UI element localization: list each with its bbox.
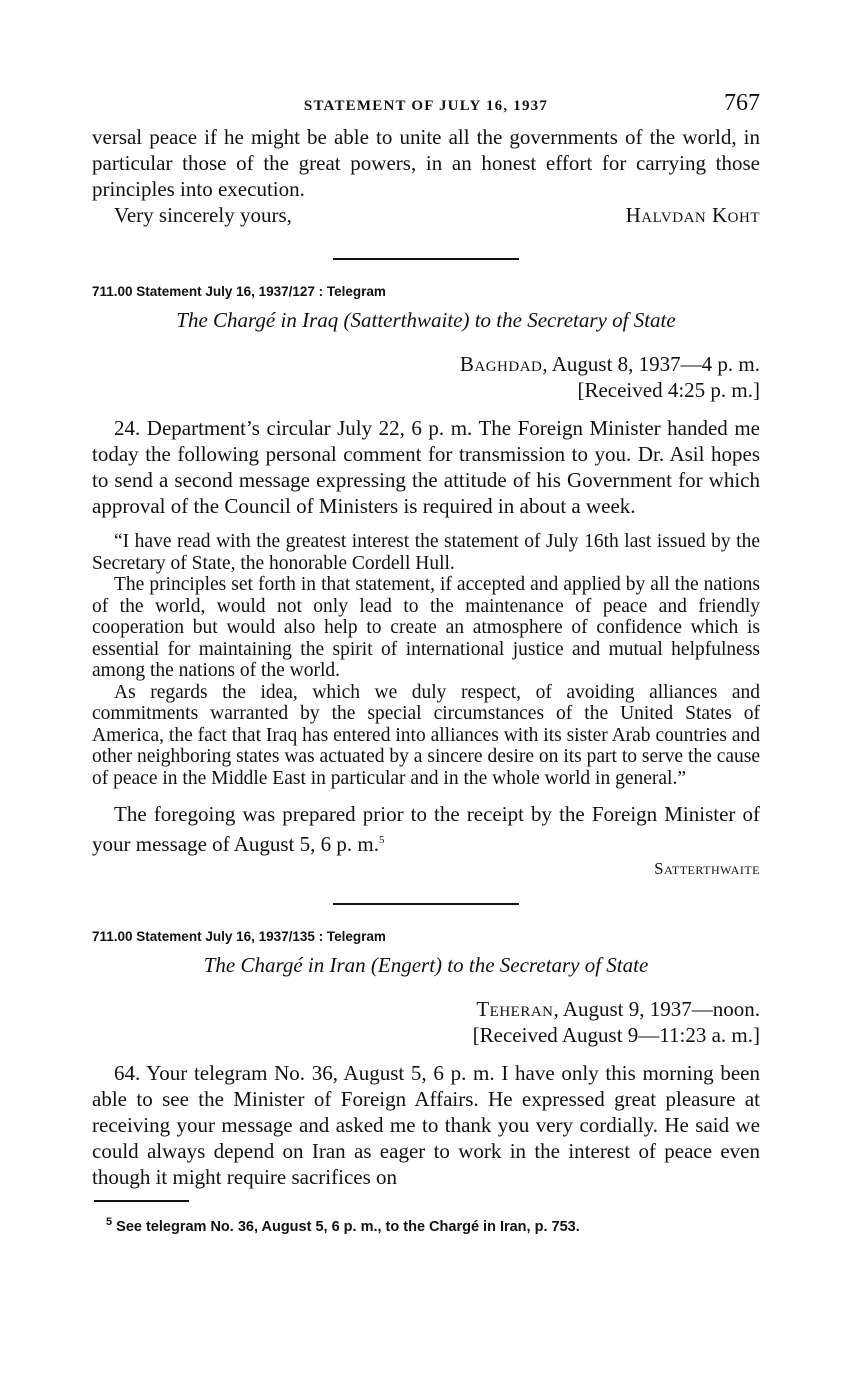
running-title: STATEMENT OF JULY 16, 1937	[303, 98, 549, 114]
iran-date: , August 9, 1937—noon.	[553, 997, 760, 1021]
iran-paragraph-1: 64. Your telegram No. 36, August 5, 6 p. m. I have only this morning been able to see the Minister of Foreign Affairs. He expressed great pleasure at receiving your message and asked me to thank you very cordially. He said we could always depend on Iran as eager to work in the interest of peace even though it might require sacrifices on	[92, 1061, 760, 1189]
closing-salutation: Very sincerely yours,	[114, 203, 292, 227]
iraq-file-reference: 711.00 Statement July 16, 1937/127 : Telegram	[92, 284, 386, 299]
iran-document-heading: The Chargé in Iran (Engert) to the Secretary of State	[203, 953, 649, 977]
koht-letter-continuation: versal peace if he might be able to unite all the governments of the world, in particular those of the great powers, in an honest effort for carrying those principles into execution.	[92, 125, 760, 201]
iraq-paragraph-2-text: The foregoing was prepared prior to the receipt by the Foreign Minister of your message of August 5, 6 p. m.	[92, 802, 760, 856]
page-number: 767	[724, 90, 760, 116]
footnote-mark: 5	[106, 1215, 113, 1228]
iraq-date: , August 8, 1937—4 p. m.	[542, 352, 760, 376]
footnote	[92, 1216, 760, 1235]
iran-file-reference: 711.00 Statement July 16, 1937/135 : Telegram	[92, 929, 386, 944]
koht-signature: Halvdan Koht	[625, 203, 760, 227]
footnote-divider	[94, 1200, 189, 1202]
iraq-quote-paragraph-3: As regards the idea, which we duly respect, of avoiding alliances and commitments warranted by the special circumstances of the United States of America, the fact that Iraq has entered into alliances with its sister Arab countries and other neighboring states was actuated by a sincere desire on its part to serve the cause of peace in the Middle East in particular and in the whole world in general.”	[92, 681, 760, 789]
footnote-text: See telegram No. 36, August 5, 6 p. m., to the Chargé in Iran, p. 753.	[112, 1218, 580, 1235]
iraq-document-heading: The Chargé in Iraq (Satterthwaite) to the Secretary of State	[176, 308, 676, 332]
iraq-paragraph-2	[92, 801, 760, 857]
iraq-dateline	[92, 351, 760, 377]
document-page	[92, 90, 760, 1234]
iraq-paragraph-1: 24. Department’s circular July 22, 6 p. m. The Foreign Minister handed me today the following personal comment for transmission to you. Dr. Asil hopes to send a second message expressing the attitude of his Government for which approval of the Council of Ministers is required in about a week.	[92, 416, 760, 518]
iran-place: Teheran	[476, 997, 554, 1021]
iraq-quote-paragraph-2: The principles set forth in that statement, if accepted and applied by all the nations of the world, would not only lead to the maintenance of peace and friendly cooperation but would also help to create an atmosphere of confidence which is essential for maintaining the spirit of international justice and mutual helpfulness among the nations of the world.	[92, 574, 760, 681]
iran-dateline	[92, 996, 760, 1022]
koht-closing-line	[92, 202, 760, 228]
iraq-place: Baghdad	[459, 352, 543, 376]
iraq-signature: Satterthwaite	[654, 859, 760, 878]
iraq-received: [Received 4:25 p. m.]	[577, 378, 760, 402]
iraq-quote-paragraph-1: “I have read with the greatest interest the statement of July 16th last issued by the Secretary of State, the honorable Cordell Hull.	[92, 531, 760, 574]
section-divider	[333, 258, 519, 260]
footnote-reference: 5	[378, 834, 385, 846]
iran-received: [Received August 9—11:23 a. m.]	[472, 1023, 760, 1047]
section-divider	[333, 903, 519, 905]
running-header	[92, 90, 760, 124]
